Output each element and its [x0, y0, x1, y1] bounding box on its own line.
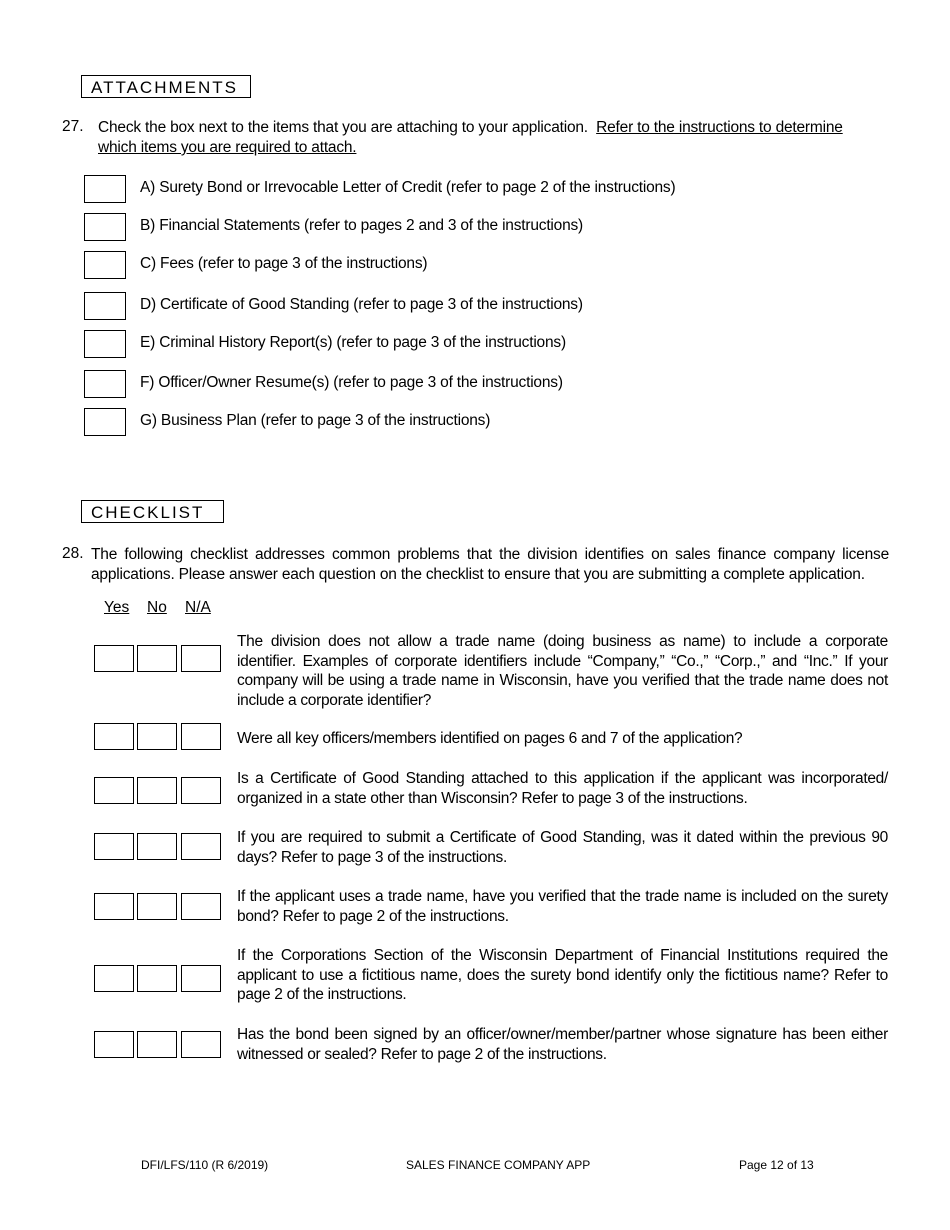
question-27-text	[98, 118, 878, 158]
attachment-item-g	[84, 408, 884, 438]
attachment-checkbox-c[interactable]	[84, 251, 126, 279]
checklist-question-text: If the applicant uses a trade name, have you verified that the trade name is included on the surety bond? Refer to page 2 of the instructions.	[237, 888, 888, 925]
checklist-3-na-checkbox[interactable]	[181, 777, 221, 804]
checklist-4-no-checkbox[interactable]	[137, 833, 177, 860]
checklist-6-na-checkbox[interactable]	[181, 965, 221, 992]
attachment-item-c	[84, 251, 884, 281]
question-28-number: 28.	[62, 545, 84, 562]
checklist-6-no-checkbox[interactable]	[137, 965, 177, 992]
attachment-label-a: A) Surety Bond or Irrevocable Letter of Credit (refer to page 2 of the instructions)	[140, 179, 676, 196]
attachment-checkbox-d[interactable]	[84, 292, 126, 320]
column-header-no: No	[147, 599, 167, 616]
checklist-question-text: Is a Certificate of Good Standing attached to this application if the applicant was incorporated/ organized in a state other than Wisconsin? Refer to page 3 of the instructions.	[237, 770, 888, 807]
attachment-checkbox-a[interactable]	[84, 175, 126, 203]
checklist-question-text: Has the bond been signed by an officer/owner/member/partner whose signature has been either witnessed or sealed? Refer to page 2 of the instructions.	[237, 1026, 888, 1063]
checklist-7-na-checkbox[interactable]	[181, 1031, 221, 1058]
checklist-7-no-checkbox[interactable]	[137, 1031, 177, 1058]
checklist-1-no-checkbox[interactable]	[137, 645, 177, 672]
checklist-7-yes-checkbox[interactable]	[94, 1031, 134, 1058]
attachment-label-d: D) Certificate of Good Standing (refer to page 3 of the instructions)	[140, 296, 583, 313]
attachment-label-b: B) Financial Statements (refer to pages 2 and 3 of the instructions)	[140, 217, 584, 234]
checklist-section-title: CHECKLIST	[81, 500, 224, 523]
checklist-2-yes-checkbox[interactable]	[94, 723, 134, 750]
attachment-label-e: E) Criminal History Report(s) (refer to page 3 of the instructions)	[140, 334, 566, 351]
question-27-refer-link: Refer to the instructions to determine which items you are required to attach.	[98, 119, 843, 156]
footer-form-id: DFI/LFS/110 (R 6/2019)	[141, 1158, 269, 1172]
attachment-item-a	[84, 175, 884, 205]
question-27-instruction: Check the box next to the items that you are attaching to your application.	[98, 119, 588, 136]
attachment-label-f: F) Officer/Owner Resume(s) (refer to page 3 of the instructions)	[140, 374, 563, 391]
question-28-text: The following checklist addresses common problems that the division identifies on sales finance company license applications. Please answer each question on the checklist to ensure that you are submitting a complete application.	[91, 546, 889, 583]
attachments-section-title: ATTACHMENTS	[81, 75, 251, 98]
checklist-1-na-checkbox[interactable]	[181, 645, 221, 672]
attachment-item-b	[84, 213, 884, 243]
checklist-5-na-checkbox[interactable]	[181, 893, 221, 920]
attachment-label-g: G) Business Plan (refer to page 3 of the instructions)	[140, 412, 491, 429]
checklist-6-yes-checkbox[interactable]	[94, 965, 134, 992]
column-header-na: N/A	[185, 599, 211, 616]
attachment-checkbox-f[interactable]	[84, 370, 126, 398]
attachment-label-c: C) Fees (refer to page 3 of the instructions)	[140, 255, 428, 272]
footer-form-title: SALES FINANCE COMPANY APP	[406, 1158, 591, 1172]
checklist-5-no-checkbox[interactable]	[137, 893, 177, 920]
column-header-yes: Yes	[104, 599, 130, 616]
checklist-1-yes-checkbox[interactable]	[94, 645, 134, 672]
checklist-2-no-checkbox[interactable]	[137, 723, 177, 750]
checklist-question-text: If you are required to submit a Certificate of Good Standing, was it dated within the previous 90 days? Refer to page 3 of the instructions.	[237, 829, 888, 866]
checklist-3-yes-checkbox[interactable]	[94, 777, 134, 804]
attachment-item-d	[84, 292, 884, 322]
checklist-question-text: Were all key officers/members identified on pages 6 and 7 of the application?	[237, 730, 743, 747]
checklist-5-yes-checkbox[interactable]	[94, 893, 134, 920]
attachment-item-f	[84, 370, 884, 400]
checklist-4-na-checkbox[interactable]	[181, 833, 221, 860]
checklist-3-no-checkbox[interactable]	[137, 777, 177, 804]
attachment-checkbox-g[interactable]	[84, 408, 126, 436]
question-27-number: 27.	[62, 118, 84, 135]
checklist-2-na-checkbox[interactable]	[181, 723, 221, 750]
attachment-checkbox-b[interactable]	[84, 213, 126, 241]
attachment-item-e	[84, 330, 884, 360]
attachment-checkbox-e[interactable]	[84, 330, 126, 358]
checklist-question-text: The division does not allow a trade name (doing business as name) to include a corporate identifier. Examples of corporate identifiers include “Company,” “Co.,” “Corp.,” and “Inc.” If your company will be using a trade name in Wisconsin, have you verified that the trade name does not include a corporate identifier?	[237, 633, 888, 709]
footer-page-number: Page 12 of 13	[739, 1158, 814, 1172]
checklist-question-text: If the Corporations Section of the Wisconsin Department of Financial Institutions required the applicant to use a fictitious name, does the surety bond identify only the fictitious name? Refer to page 2 of the instructions.	[237, 947, 888, 1003]
checklist-4-yes-checkbox[interactable]	[94, 833, 134, 860]
